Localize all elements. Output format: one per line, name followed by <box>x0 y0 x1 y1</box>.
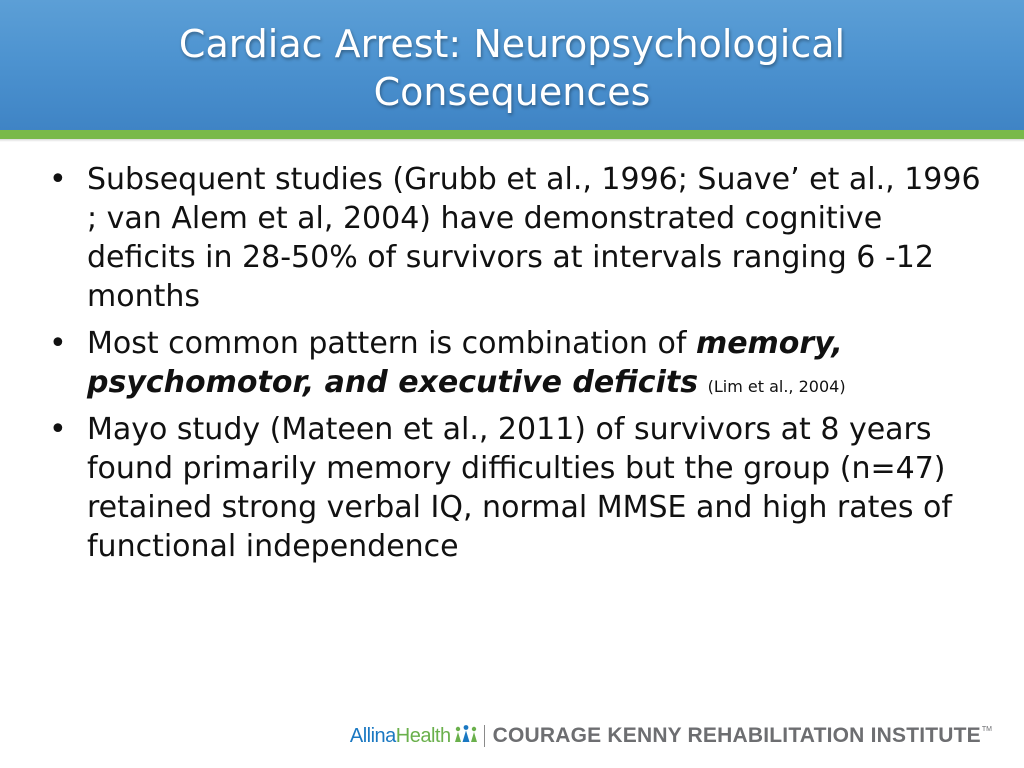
bullet-marker: • <box>49 162 67 197</box>
logo-institute-name: COURAGE KENNY REHABILITATION INSTITUTE <box>492 724 981 747</box>
title-accent-stripe <box>0 130 1024 139</box>
bullet-text: Mayo study (Mateen et al., 2011) of survivors at 8 years found primarily memory difficulties but the group (n=47) retained strong verbal IQ, normal MMSE and high rates of functional independence <box>87 412 952 564</box>
bullet-item-subsequent-studies <box>0 160 1024 316</box>
bullet-item-common-pattern <box>0 324 1024 402</box>
bullet-emphasis: memory, psychomotor, and executive deficits <box>87 326 843 400</box>
bullet-marker: • <box>49 326 67 361</box>
bullet-text: Subsequent studies (Grubb et al., 1996; Suave’ et al., 1996 ; van Alem et al, 2004) have demonstrated cognitive deficits in 28-50% of survivors at intervals ranging 6 -12 months <box>87 162 981 314</box>
bullet-marker: • <box>49 412 67 447</box>
family-figures-icon <box>454 724 478 749</box>
logo-brand-health: Health <box>395 724 451 747</box>
logo-brand-allina: Allina <box>349 724 396 747</box>
bullet-citation: (Lim et al., 2004) <box>707 377 846 396</box>
logo-trademark: TM <box>981 726 992 733</box>
title-stripe-shadow <box>0 139 1024 142</box>
bullet-list <box>0 160 1024 574</box>
slide-title-line2: Consequences <box>373 70 651 114</box>
bullet-text: Most common pattern is combination of <box>87 326 696 361</box>
logo-divider <box>484 725 485 747</box>
slide-title-line1: Cardiac Arrest: Neuropsychological <box>178 22 846 66</box>
bullet-item-mayo-study <box>0 410 1024 566</box>
slide-title <box>40 14 984 122</box>
footer-logo <box>350 722 992 750</box>
